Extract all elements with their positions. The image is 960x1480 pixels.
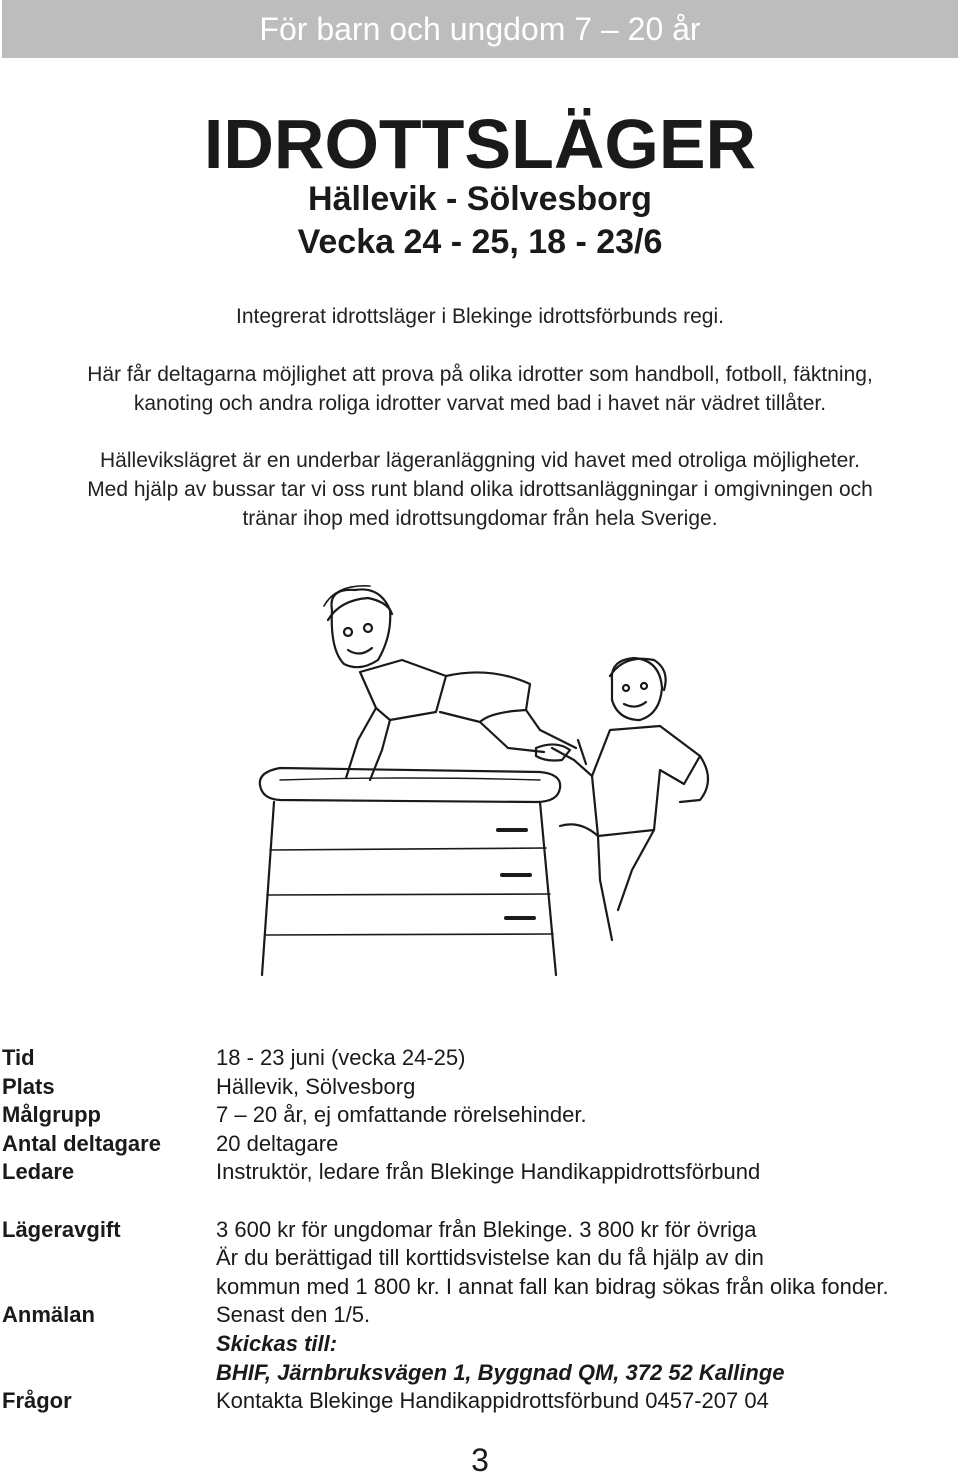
info-row-malgrupp: [2, 1101, 958, 1130]
info-label: Anmälan: [2, 1302, 95, 1328]
info-label: Målgrupp: [2, 1102, 101, 1128]
avgift-line: 3 600 kr för ungdomar från Blekinge. 3 800 kr för övriga: [216, 1216, 757, 1242]
info-value: Kontakta Blekinge Handikappidrottsförbund 0457-207 04: [216, 1388, 769, 1414]
paragraph-line: Med hjälp av bussar tar vi oss runt bland olika idrottsanläggningar i omgivningen och: [87, 478, 873, 501]
info-row-tid: [2, 1044, 958, 1073]
info-value: 7 – 20 år, ej omfattande rörelsehinder.: [216, 1102, 587, 1128]
subtitle-place: Hällevik - Sölvesborg: [308, 180, 652, 218]
illustration-vaulting-box: [240, 580, 740, 990]
paragraph-line: tränar ihop med idrottsungdomar från hela Sverige.: [242, 507, 718, 530]
paragraph-camp: [0, 446, 960, 533]
info-label: Antal deltagare: [2, 1130, 161, 1156]
page-number: 3: [471, 1442, 489, 1478]
subtitle-week: Vecka 24 - 25, 18 - 23/6: [297, 223, 663, 261]
info-value: [216, 1301, 958, 1387]
skickas-label: Skickas till:: [216, 1330, 338, 1356]
info-row-ledare: [2, 1158, 958, 1187]
info-value: 18 - 23 juni (vecka 24-25): [216, 1045, 466, 1070]
box-body: [262, 802, 556, 975]
info-value: 20 deltagare: [216, 1130, 339, 1156]
info-row-fragor: [2, 1387, 958, 1416]
page-title: IDROTTSLÄGER: [203, 105, 757, 183]
info-label: Ledare: [2, 1159, 75, 1185]
girl-figure: [324, 586, 576, 780]
paragraph-line: Här får deltagarna möjlighet att prova på olika idrotter som handboll, fotboll, fäktning,: [87, 363, 873, 386]
avgift-line: Är du berättigad till korttidsvistelse kan du få hjälp av din: [216, 1245, 764, 1271]
info-value: Hällevik, Sölvesborg: [216, 1073, 416, 1099]
intro-text: Integrerat idrottsläger i Blekinge idrottsförbunds regi.: [236, 305, 724, 328]
info-row-anmalan: [2, 1301, 958, 1387]
info-label: Lägeravgift: [2, 1216, 121, 1242]
info-table: [2, 1044, 958, 1416]
avgift-line: kommun med 1 800 kr. I annat fall kan bidrag sökas från olika fonder.: [216, 1273, 889, 1299]
info-label: Frågor: [2, 1388, 72, 1414]
info-row-avgift: [2, 1216, 958, 1302]
boy-figure: [552, 658, 708, 940]
anmalan-deadline: Senast den 1/5.: [216, 1302, 371, 1328]
info-label: Plats: [2, 1073, 55, 1099]
paragraph-line: kanoting och andra roliga idrotter varvat med bad i havet när vädret tillåter.: [133, 392, 827, 415]
paragraph-line: Hällevikslägret är en underbar lägeranläggning vid havet med otroliga möjligheter.: [100, 449, 860, 472]
info-value: [216, 1216, 958, 1302]
info-row-plats: [2, 1073, 958, 1102]
box-top: [260, 768, 560, 802]
info-label: Tid: [2, 1045, 35, 1070]
info-value: Instruktör, ledare från Blekinge Handikappidrottsförbund: [216, 1159, 761, 1185]
info-row-antal: [2, 1130, 958, 1159]
mailing-address: BHIF, Järnbruksvägen 1, Byggnad QM, 372 52 Kallinge: [216, 1359, 785, 1385]
header-banner: För barn och ungdom 7 – 20 år: [2, 0, 958, 58]
paragraph-activities: [0, 360, 960, 418]
